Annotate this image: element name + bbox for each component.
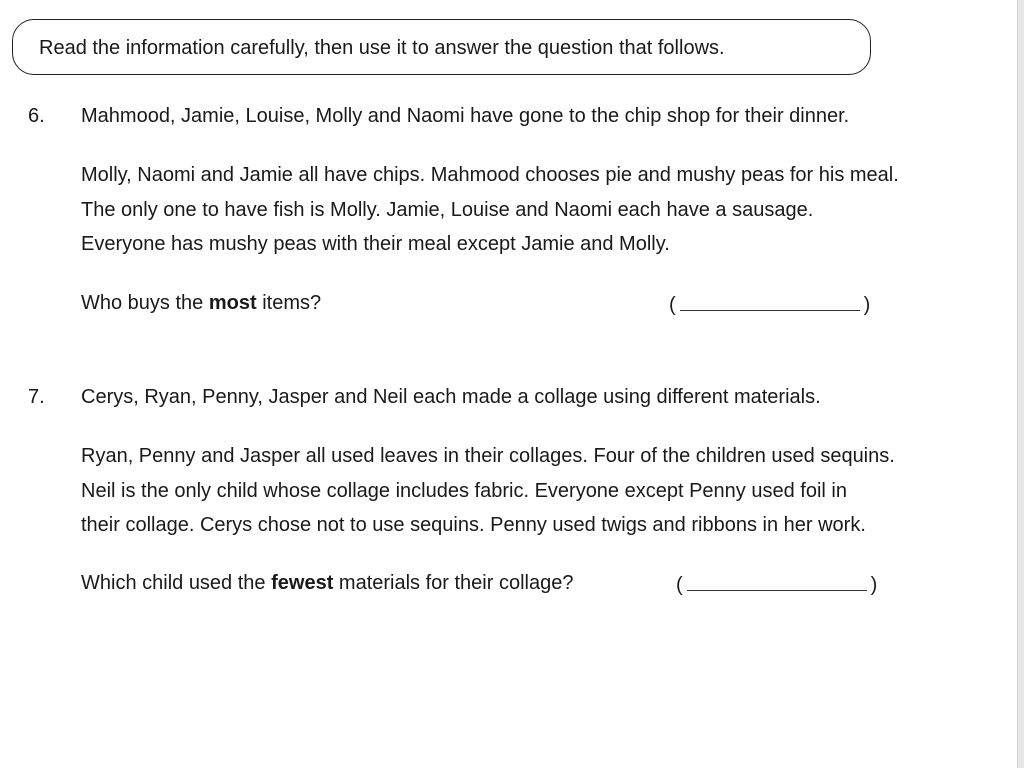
instruction-box: Read the information carefully, then use it to answer the question that follows. [12,19,871,75]
question-7-close-paren: ) [870,574,878,596]
question-6-open-paren: ( [669,294,676,316]
question-6-number: 6. [28,105,45,127]
question-6-prompt-start: Who buys the [81,292,209,314]
question-7-prompt-start: Which child used the [81,572,272,594]
question-7-clue-line: Ryan, Penny and Jasper all used leaves in their collages. Four of the children used sequins. [81,445,895,467]
question-6-clue-line: The only one to have fish is Molly. Jamie, Louise and Naomi each have a sausage. [81,199,814,221]
question-6-clue-line: Molly, Naomi and Jamie all have chips. Mahmood chooses pie and mushy peas for his meal. [81,164,899,186]
page-right-edge [1017,0,1024,768]
question-7-number: 7. [28,386,45,408]
question-7-intro: Cerys, Ryan, Penny, Jasper and Neil each made a collage using different materials. [81,386,821,408]
question-7-prompt-end: materials for their collage? [333,572,574,594]
question-6-answer-area [669,292,870,317]
question-7-clue-line: their collage. Cerys chose not to use sequins. Penny used twigs and ribbons in her work. [81,514,866,536]
question-6-keyword: most [208,292,257,314]
question-6-intro: Mahmood, Jamie, Louise, Molly and Naomi have gone to the chip shop for their dinner. [81,105,850,127]
question-7-prompt [81,572,573,595]
question-6-close-paren: ) [863,294,871,316]
question-7-keyword: fewest [271,572,334,594]
question-6-clue-line: Everyone has mushy peas with their meal except Jamie and Molly. [81,233,670,255]
question-7-clue-line: Neil is the only child whose collage includes fabric. Everyone except Penny used foil in [81,480,847,502]
question-7-open-paren: ( [676,574,683,596]
question-7-answer-blank[interactable] [687,572,867,591]
question-6-answer-blank[interactable] [680,292,860,311]
question-6-prompt-end: items? [256,292,322,314]
question-7-answer-area [676,572,877,597]
question-6-prompt [81,292,321,315]
